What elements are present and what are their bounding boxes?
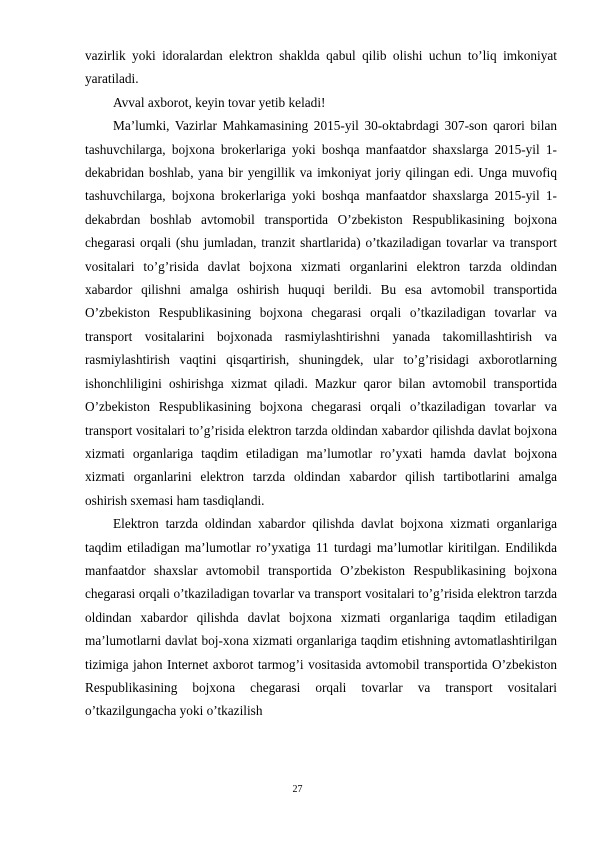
page-number: 27 [292, 784, 303, 795]
paragraph-information-list: Elektron tarzda oldindan xabardor qilishda davlat bojxona xizmati organlariga taqdim etiladigan ma’lumotlar ro’yxatiga 11 turdagi ma’lumotlar kiritilgan. Endilikda manfaatdor shaxslar avtomobil transportida O’zbekiston Respublikasining bojxona chegarasi orqali o’tkaziladigan tovarlar va transport vositalari to’g’risida elektron tarzda oldindan xabardor qilishda davlat bojxona xizmati organlariga taqdim etiladigan ma’lumotlarni davlat boj-xona xizmati organlariga taqdim etishning avtomatlashtirilgan tizimiga jahon Internet axborot tarmog’i vositasida avtomobil transportida O’zbekiston Respublikasining bojxona chegarasi orqali tovarlar va transport vositalari o’tkazilgungacha yoki o’tkazilish [85, 516, 557, 719]
body-text [85, 44, 557, 723]
paragraph-resolution: Ma’lumki, Vazirlar Mahkamasining 2015-yil 30-oktabrdagi 307-son qarori bilan tashuvchilarga, bojxona brokerlariga yoki boshqa manfaatdor shaxslarga 2015-yil 1-dekabridan boshlab, yana bir yengillik va imkoniyat joriy qilingan edi. Unga muvofiq tashuvchilarga, bojxona brokerlariga yoki boshqa manfaatdor shaxslarga 2015-yil 1-dekabrdan boshlab avtomobil transportida O’zbekiston Respublikasining bojxona chegarasi orqali (shu jumladan, tranzit shartlarida) o’tkaziladigan tovarlar va transport vositalari to’g’risida davlat bojxona xizmati organlarini elektron tarzda oldindan xabardor qilishni amalga oshirish huquqi berildi. Bu esa avtomobil transportida O’zbekiston Respublikasining bojxona chegarasi orqali o’tkaziladigan tovarlar va transport vositalarini bojxonada rasmiylashtirishni yanada takomillashtirish va rasmiylashtirish vaqtini qisqartirish, shuningdek, ular to’g’risidagi axborotlarning ishonchliligini oshirishga xizmat qiladi. Mazkur qaror bilan avtomobil transportida O’zbekiston Respublikasining bojxona chegarasi orqali o’tkaziladigan tovarlar va transport vositalari to’g’risida elektron tarzda oldindan xabardor qilishda davlat bojxona xizmati organlariga taqdim etiladigan ma’lumotlar ro’yxati hamda davlat bojxona xizmati organlarini elektron tarzda oldindan xabardor qilish tartibotlarini amalga oshirish sxemasi ham tasdiqlandi. [85, 118, 557, 508]
paragraph-heading-line: Avval axborot, keyin tovar yetib keladi! [113, 94, 326, 110]
paragraph-continuation: vazirlik yoki idoralardan elektron shaklda qabul qilib olishi uchun to’liq imkoniyat yaratiladi. [85, 48, 557, 87]
